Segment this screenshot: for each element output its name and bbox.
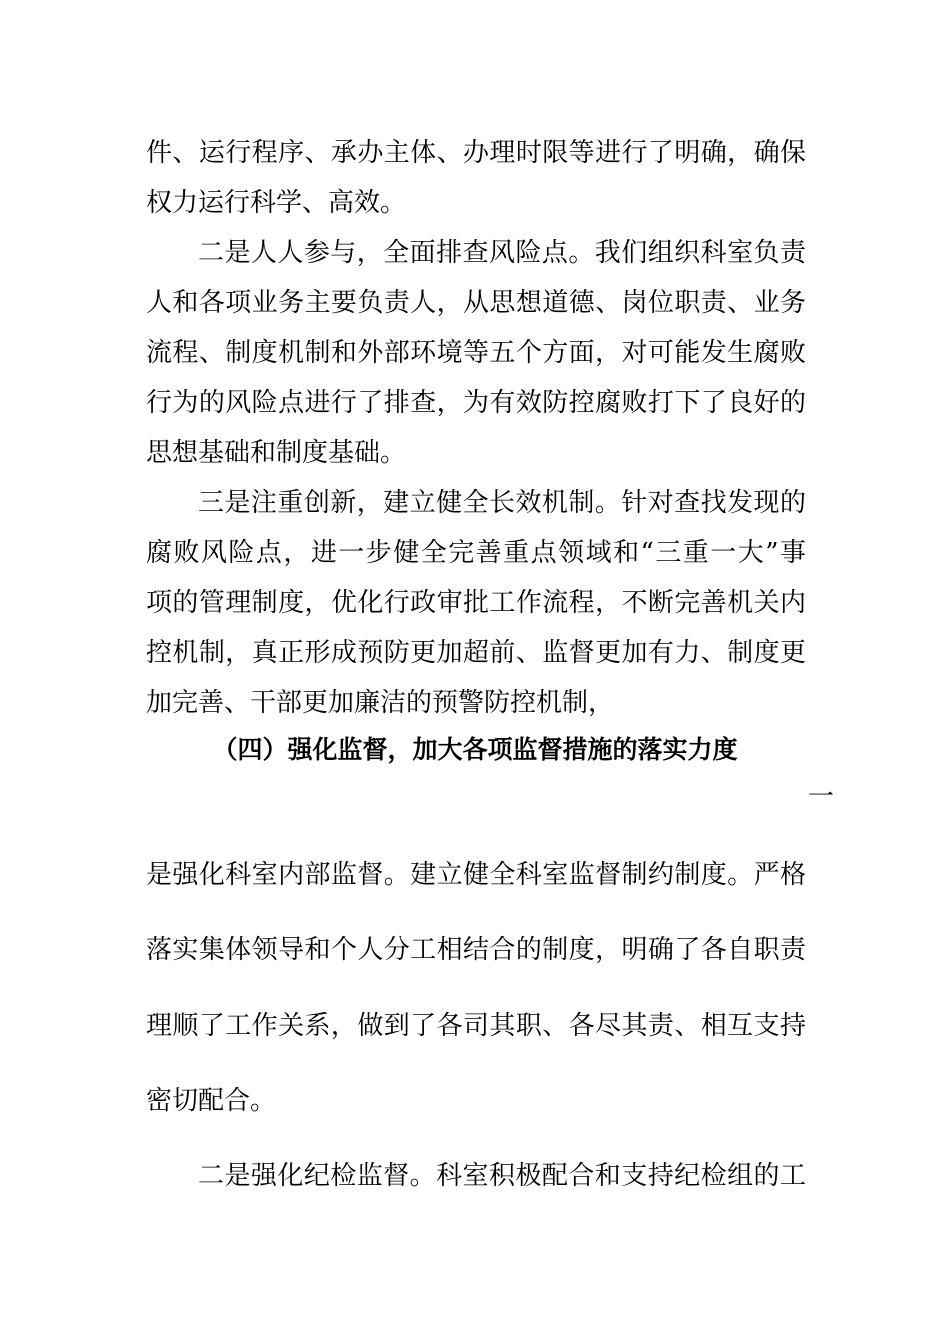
section-heading: （四）强化监督，加大各项监督措施的落实力度 — [212, 735, 738, 764]
text-line: 控机制，真正形成预防更加超前、监督更加有力、制度更 — [146, 638, 806, 668]
line-start-character: 一 — [808, 782, 835, 812]
text-line: 权力运行科学、高效。 — [146, 188, 407, 218]
text-line: 二是人人参与，全面排查风险点。我们组织科室负责 — [198, 238, 806, 268]
text-line: 项的管理制度，优化行政审批工作流程，不断完善机关内 — [146, 588, 806, 618]
text-line: 件、运行程序、承办主体、办理时限等进行了明确，确保 — [146, 138, 806, 168]
text-line: 加完善、干部更加廉洁的预警防控机制， — [146, 688, 615, 718]
text-line: 人和各项业务主要负责人，从思想道德、岗位职责、业务 — [146, 288, 806, 318]
text-line: 密切配合。 — [146, 1086, 277, 1116]
text-line: 是强化科室内部监督。建立健全科室监督制约制度。严格 — [146, 860, 806, 890]
text-line: 二是强化纪检监督。科室积极配合和支持纪检组的工 — [198, 1161, 806, 1191]
text-line: 三是注重创新，建立健全长效机制。针对查找发现的 — [198, 488, 806, 518]
text-line: 思想基础和制度基础。 — [146, 438, 407, 468]
text-line: 落实集体领导和个人分工相结合的制度，明确了各自职责 — [146, 935, 806, 965]
text-line: 流程、制度机制和外部环境等五个方面，对可能发生腐败 — [146, 338, 806, 368]
text-line: 理顺了工作关系，做到了各司其职、各尽其责、相互支持 — [146, 1011, 806, 1041]
text-line: 行为的风险点进行了排查，为有效防控腐败打下了良好的 — [146, 388, 806, 418]
text-line: 腐败风险点，进一步健全完善重点领域和“三重一大”事 — [146, 538, 806, 568]
